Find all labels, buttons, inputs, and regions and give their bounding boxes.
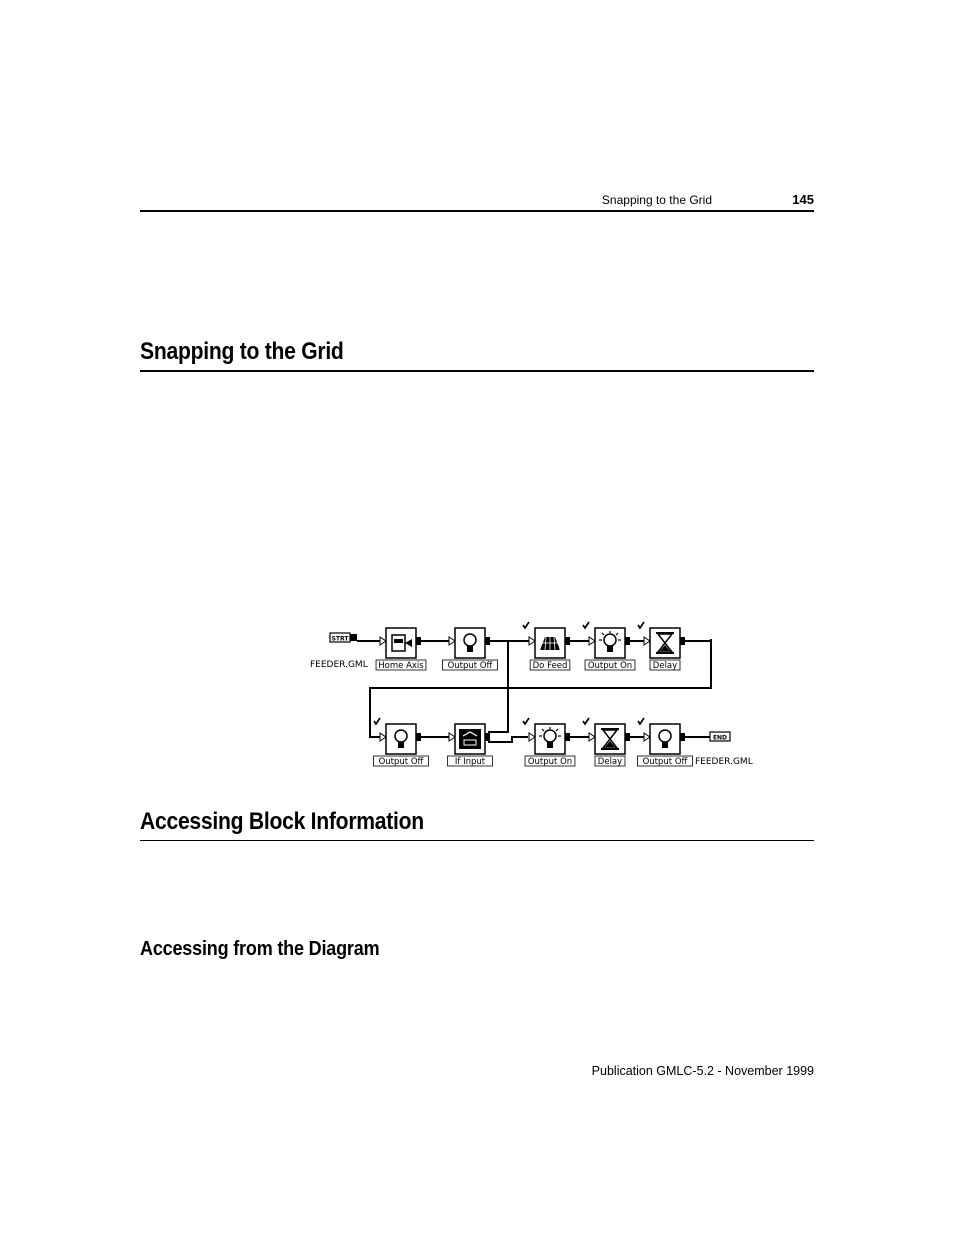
check-mark-icon bbox=[638, 718, 644, 724]
block-label: If Input bbox=[454, 757, 486, 767]
output-port bbox=[565, 637, 570, 645]
input-port-icon bbox=[644, 733, 650, 741]
output-port bbox=[625, 637, 630, 645]
block-label: Output Off bbox=[447, 661, 493, 671]
block-r2-4[interactable] bbox=[638, 718, 693, 767]
flowchart-diagram bbox=[300, 612, 770, 777]
input-port-icon bbox=[589, 733, 595, 741]
publication-footer: Publication GMLC-5.2 - November 1999 bbox=[591, 1064, 814, 1078]
section-title-snapping: Snapping to the Grid bbox=[140, 338, 344, 365]
block-r1-3[interactable] bbox=[583, 622, 635, 671]
output-port bbox=[485, 637, 490, 645]
input-port-icon bbox=[449, 733, 455, 741]
section-title-accessing: Accessing Block Information bbox=[140, 808, 424, 835]
running-title: Snapping to the Grid bbox=[601, 193, 712, 207]
block-r2-1[interactable] bbox=[448, 724, 493, 767]
input-port-icon bbox=[644, 637, 650, 645]
block-r1-2[interactable] bbox=[523, 622, 570, 671]
block-r2-2[interactable] bbox=[523, 718, 575, 767]
if-input-icon bbox=[459, 729, 481, 749]
input-port-icon bbox=[529, 733, 535, 741]
check-mark-icon bbox=[638, 622, 644, 628]
block-r1-1[interactable] bbox=[443, 628, 498, 671]
end-label: END bbox=[712, 734, 728, 742]
check-mark-icon bbox=[374, 718, 380, 724]
check-mark-icon bbox=[583, 718, 589, 724]
section-rule-snapping bbox=[140, 370, 814, 372]
end-program-label: FEEDER.GML bbox=[695, 757, 753, 767]
start-block[interactable] bbox=[330, 633, 357, 643]
check-mark-icon bbox=[583, 622, 589, 628]
output-port bbox=[416, 637, 421, 645]
page-number: 145 bbox=[792, 192, 814, 207]
input-port-icon bbox=[589, 637, 595, 645]
block-label: Do Feed bbox=[532, 661, 568, 671]
block-r2-3[interactable] bbox=[583, 718, 630, 767]
header-rule bbox=[140, 210, 814, 212]
block-label: Delay bbox=[597, 757, 623, 767]
output-port bbox=[680, 733, 685, 741]
start-program-label: FEEDER.GML bbox=[310, 660, 368, 670]
input-port-icon bbox=[380, 733, 386, 741]
output-port bbox=[680, 637, 685, 645]
output-port bbox=[416, 733, 421, 741]
check-mark-icon bbox=[523, 622, 529, 628]
block-label: Output On bbox=[587, 661, 633, 671]
end-block[interactable] bbox=[710, 732, 730, 742]
block-label: Delay bbox=[652, 661, 678, 671]
block-label: Output Off bbox=[642, 757, 688, 767]
output-port bbox=[565, 733, 570, 741]
block-label: Output On bbox=[527, 757, 573, 767]
block-r2-0[interactable] bbox=[374, 718, 429, 767]
output-port bbox=[485, 733, 490, 741]
output-port bbox=[625, 733, 630, 741]
input-port-icon bbox=[529, 637, 535, 645]
section-rule-accessing bbox=[140, 840, 814, 841]
block-r1-4[interactable] bbox=[638, 622, 685, 671]
block-label: Home Axis bbox=[378, 661, 424, 671]
subsection-title-from-diagram: Accessing from the Diagram bbox=[140, 938, 380, 960]
start-label: STRT bbox=[331, 635, 349, 643]
block-label: Output Off bbox=[378, 757, 424, 767]
input-port-icon bbox=[380, 637, 386, 645]
check-mark-icon bbox=[523, 718, 529, 724]
input-port-icon bbox=[449, 637, 455, 645]
block-r1-0[interactable] bbox=[376, 628, 426, 671]
